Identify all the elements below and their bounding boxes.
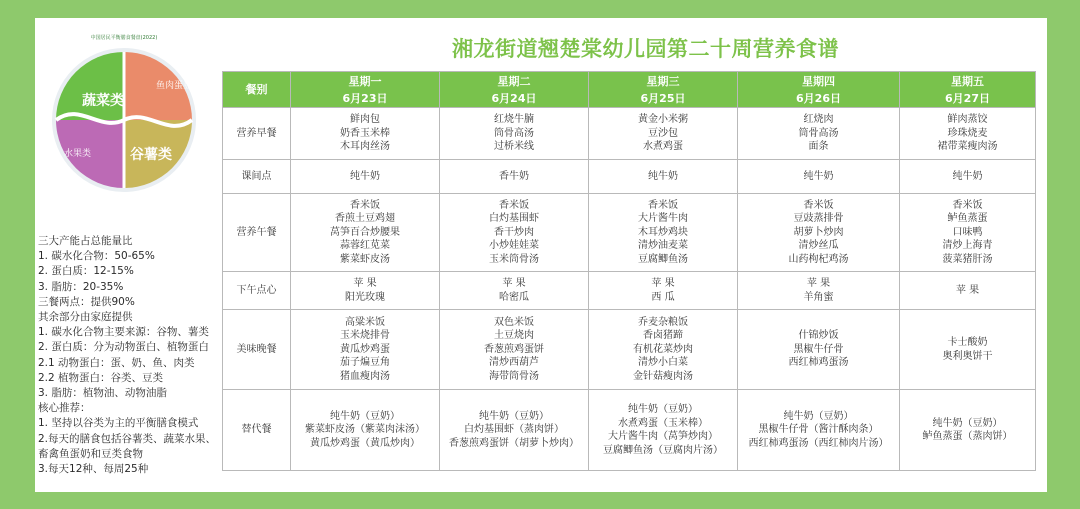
dish-item: 纯牛奶（豆奶） <box>628 404 698 415</box>
day-date: 6月24日 <box>491 91 537 105</box>
table-row <box>223 272 1036 310</box>
dish-item: 香干炒肉 <box>494 226 534 238</box>
dish-item: 黄瓜炒鸡蛋（黄瓜炒肉） <box>310 437 420 449</box>
dish-item: 茄子煸豆角 <box>340 357 390 369</box>
dish-item: 纯牛奶（豆奶） <box>932 417 1003 429</box>
dish-item: 豆腐鲫鱼汤（豆腐肉片汤） <box>603 444 723 456</box>
note-line: 2.2 植物蛋白：谷类、豆类 <box>38 371 164 384</box>
dish-item: 玉米筒骨汤 <box>489 253 539 265</box>
day-name: 星期三 <box>646 74 680 88</box>
dish-item: 鲈鱼蒸蛋（蒸肉饼） <box>922 431 1013 442</box>
day-date: 6月25日 <box>640 91 686 105</box>
dish-item: 香米饭 <box>648 199 678 211</box>
meal-label: 课间点 <box>223 160 291 194</box>
dish-item: 过桥米线 <box>494 141 534 153</box>
dish-item: 菠菜猪肝汤 <box>942 253 993 265</box>
dish-item: 白灼基围虾（蒸肉饼） <box>464 424 564 436</box>
day-header <box>440 72 589 108</box>
dish-item: 苹 果 <box>651 278 675 289</box>
dish-item: 猪血瘦肉汤 <box>340 370 390 382</box>
dish-item: 筒骨高汤 <box>494 127 534 139</box>
note-line: 2. 蛋白质：12-15% <box>38 265 134 278</box>
dish-item: 大片酱牛肉（莴笋炒肉） <box>608 431 718 442</box>
dish-item: 香米饭 <box>952 199 983 211</box>
note-line: 1. 坚持以谷类为主的平衡膳食模式 <box>38 417 199 430</box>
dish-item: 莴笋百合炒腰果 <box>330 226 400 238</box>
dish-item: 什锦炒饭 <box>798 330 839 342</box>
menu-cell <box>440 108 589 160</box>
dish-item: 豆腐鲫鱼汤 <box>638 253 688 265</box>
menu-cell <box>900 310 1036 390</box>
dish-item: 胡萝卜炒肉 <box>793 226 844 238</box>
dish-item: 香牛奶 <box>499 170 529 182</box>
menu-cell <box>440 390 589 471</box>
dish-item: 黄瓜炒鸡蛋 <box>340 343 390 355</box>
dish-item: 奥利奥饼干 <box>942 350 993 362</box>
meal-label: 美味晚餐 <box>223 310 291 390</box>
meal-label: 营养午餐 <box>223 194 291 272</box>
dish-item: 鲜肉蒸饺 <box>947 114 988 126</box>
day-name: 星期五 <box>951 74 984 88</box>
dish-item: 纯牛奶（豆奶） <box>479 410 549 422</box>
dish-item: 珍珠烧麦 <box>947 127 988 139</box>
dish-item: 红烧牛腩 <box>494 114 534 126</box>
dish-item: 乔麦杂粮饭 <box>638 316 688 328</box>
dish-item: 大片酱牛肉 <box>638 213 688 225</box>
dish-item: 香米饭 <box>499 199 529 211</box>
note-line: 2.每天的膳食包括谷薯类、蔬菜水果、 <box>38 432 217 445</box>
dish-item: 西红柿鸡蛋汤（西红柿肉片汤） <box>748 437 889 449</box>
dish-item: 纯牛奶（豆奶） <box>330 410 400 422</box>
menu-cell <box>291 310 440 390</box>
header-row <box>223 72 1036 108</box>
dish-item: 水煮鸡蛋 <box>643 141 683 153</box>
dish-item: 玉米烧排骨 <box>340 330 390 342</box>
dish-item: 香葱煎鸡蛋饼 <box>484 343 544 355</box>
dish-item: 面条 <box>808 141 829 153</box>
menu-cell <box>738 390 900 471</box>
dish-item: 筒骨高汤 <box>798 127 839 139</box>
dish-item: 纯牛奶 <box>803 170 834 182</box>
day-date: 6月26日 <box>796 91 841 105</box>
dish-item: 黑椒牛仔骨（酱汁酥肉条） <box>758 424 879 436</box>
menu-cell <box>589 194 738 272</box>
fruits-label: 水果类 <box>64 149 92 159</box>
dish-item: 木耳肉丝汤 <box>340 141 390 153</box>
menu-cell <box>900 390 1036 471</box>
dish-item: 小炒娃娃菜 <box>489 240 539 252</box>
dish-item: 纯牛奶 <box>952 170 983 182</box>
dish-item: 口味鸭 <box>952 226 983 238</box>
day-name: 星期一 <box>348 74 382 88</box>
note-line: 三餐两点：提供90% <box>38 295 135 308</box>
note-line: 1. 碳水化合物主要来源：谷物、薯类 <box>38 326 209 339</box>
menu-body <box>223 108 1036 471</box>
menu-cell <box>589 160 738 194</box>
fish-egg-label: 鱼肉蛋豆类 <box>156 81 202 91</box>
menu-cell <box>291 160 440 194</box>
dish-item: 哈密瓜 <box>499 291 529 303</box>
menu-cell <box>900 160 1036 194</box>
balanced-diet-plate <box>50 34 202 204</box>
table-row <box>223 310 1036 390</box>
meal-label: 替代餐 <box>223 390 291 471</box>
table-row <box>223 390 1036 471</box>
nutrition-notes <box>38 234 224 477</box>
dish-item: 鲈鱼蒸蛋 <box>947 213 988 225</box>
dish-item: 有机花菜炒肉 <box>633 343 693 355</box>
day-header <box>589 72 738 108</box>
dish-item: 香葱煎鸡蛋饼（胡萝卜炒肉） <box>449 437 579 449</box>
note-line: 其余部分由家庭提供 <box>38 311 133 324</box>
note-line: 3. 脂肪：植物油、动物油脂 <box>38 387 167 400</box>
dish-item: 羊角蜜 <box>803 291 834 303</box>
dish-item: 豆豉蒸排骨 <box>793 213 844 225</box>
dish-item: 卡士酸奶 <box>947 337 988 348</box>
dish-item: 香煎土豆鸡翅 <box>335 213 395 225</box>
dish-item: 黄金小米粥 <box>638 114 688 126</box>
note-line: 2.1 动物蛋白：蛋、奶、鱼、肉类 <box>38 356 195 369</box>
day-header <box>291 72 440 108</box>
note-line: 畜禽鱼蛋奶和豆类食物 <box>38 447 143 460</box>
note-line: 3. 脂肪：20-35% <box>38 280 124 293</box>
menu-cell <box>589 310 738 390</box>
day-header <box>900 72 1036 108</box>
dish-item: 鲜肉包 <box>350 114 380 126</box>
dish-item: 豆沙包 <box>648 127 678 139</box>
vegetables-label: 蔬菜类 <box>82 93 124 109</box>
menu-cell <box>738 194 900 272</box>
dish-item: 清炒油麦菜 <box>638 240 688 252</box>
dish-item: 清炒西葫芦 <box>489 357 539 369</box>
plate-chart <box>50 42 202 192</box>
menu-cell <box>291 194 440 272</box>
dish-item: 海带筒骨汤 <box>489 370 539 382</box>
weekly-menu-table <box>222 71 1036 471</box>
menu-cell <box>589 390 738 471</box>
menu-cell <box>589 108 738 160</box>
menu-cell <box>738 272 900 310</box>
day-name: 星期四 <box>802 74 835 88</box>
dish-item: 蒜蓉红苋菜 <box>340 240 390 252</box>
menu-cell <box>291 108 440 160</box>
page-title: 湘龙街道翘楚棠幼儿园第二十周营养食谱 <box>452 37 839 61</box>
plate-header: 中国居民平衡膳食餐盘(2022) <box>90 35 158 41</box>
dish-item: 双色米饭 <box>494 316 534 328</box>
dish-item: 金针菇瘦肉汤 <box>633 370 693 382</box>
menu-cell <box>291 272 440 310</box>
dish-item: 清炒上海青 <box>942 240 993 252</box>
menu-cell <box>900 272 1036 310</box>
table-row <box>223 160 1036 194</box>
dish-item: 苹 果 <box>955 284 980 296</box>
dish-item: 山药枸杞鸡汤 <box>788 253 849 265</box>
day-date: 6月23日 <box>342 91 388 105</box>
table-row <box>223 194 1036 272</box>
menu-cell <box>738 160 900 194</box>
dish-item: 纯牛奶 <box>648 170 678 182</box>
menu-cell <box>900 194 1036 272</box>
dish-item: 西红柿鸡蛋汤 <box>788 357 849 369</box>
menu-cell <box>440 310 589 390</box>
dish-item: 紫菜虾皮汤（紫菜肉沫汤） <box>305 424 425 436</box>
note-line: 3.每天12种、每周25种 <box>38 463 149 476</box>
dish-item: 裙带菜瘦肉汤 <box>937 141 998 153</box>
dish-item: 清炒丝瓜 <box>798 240 839 252</box>
note-line: 三大产能占总能量比 <box>38 235 133 247</box>
dish-item: 奶香玉米棒 <box>340 127 390 139</box>
table-row <box>223 108 1036 160</box>
note-line: 2. 蛋白质：分为动物蛋白、植物蛋白 <box>38 341 209 354</box>
corner-header: 餐别 <box>223 72 291 108</box>
menu-cell <box>589 272 738 310</box>
meal-label: 营养早餐 <box>223 108 291 160</box>
dish-item: 香卤猪蹄 <box>643 330 683 342</box>
dish-item: 清炒小白菜 <box>638 357 688 369</box>
dish-item: 土豆烧肉 <box>494 330 534 342</box>
dish-item: 黑椒牛仔骨 <box>793 343 844 355</box>
note-line: 核心推荐： <box>38 402 91 415</box>
menu-cell <box>440 194 589 272</box>
dish-item: 苹 果 <box>806 278 831 289</box>
dish-item: 木耳炒鸡块 <box>638 226 688 238</box>
day-header <box>738 72 900 108</box>
meal-label: 下午点心 <box>223 272 291 310</box>
dish-item: 纯牛奶（豆奶） <box>783 410 854 422</box>
dish-item: 香米饭 <box>803 199 834 211</box>
dish-item: 阳光玫瑰 <box>345 291 385 303</box>
menu-cell <box>440 160 589 194</box>
menu-cell <box>738 108 900 160</box>
note-line: 1. 碳水化合物：50-65% <box>38 250 155 263</box>
dish-item: 紫菜虾皮汤 <box>340 253 390 265</box>
dish-item: 苹 果 <box>353 278 377 289</box>
menu-cell <box>440 272 589 310</box>
dish-item: 红烧肉 <box>803 114 834 126</box>
menu-cell <box>738 310 900 390</box>
dish-item: 白灼基围虾 <box>489 213 539 225</box>
day-date: 6月27日 <box>945 91 990 105</box>
dish-item: 纯牛奶 <box>350 170 380 182</box>
menu-cell <box>291 390 440 471</box>
dish-item: 水煮鸡蛋（玉米棒） <box>618 417 708 429</box>
dish-item: 高粱米饭 <box>345 316 385 328</box>
dish-item: 西 瓜 <box>651 291 675 303</box>
dish-item: 苹 果 <box>502 278 526 289</box>
dish-item: 香米饭 <box>350 199 380 211</box>
grains-label: 谷薯类 <box>130 147 172 163</box>
menu-cell <box>900 108 1036 160</box>
day-name: 星期二 <box>497 74 531 88</box>
